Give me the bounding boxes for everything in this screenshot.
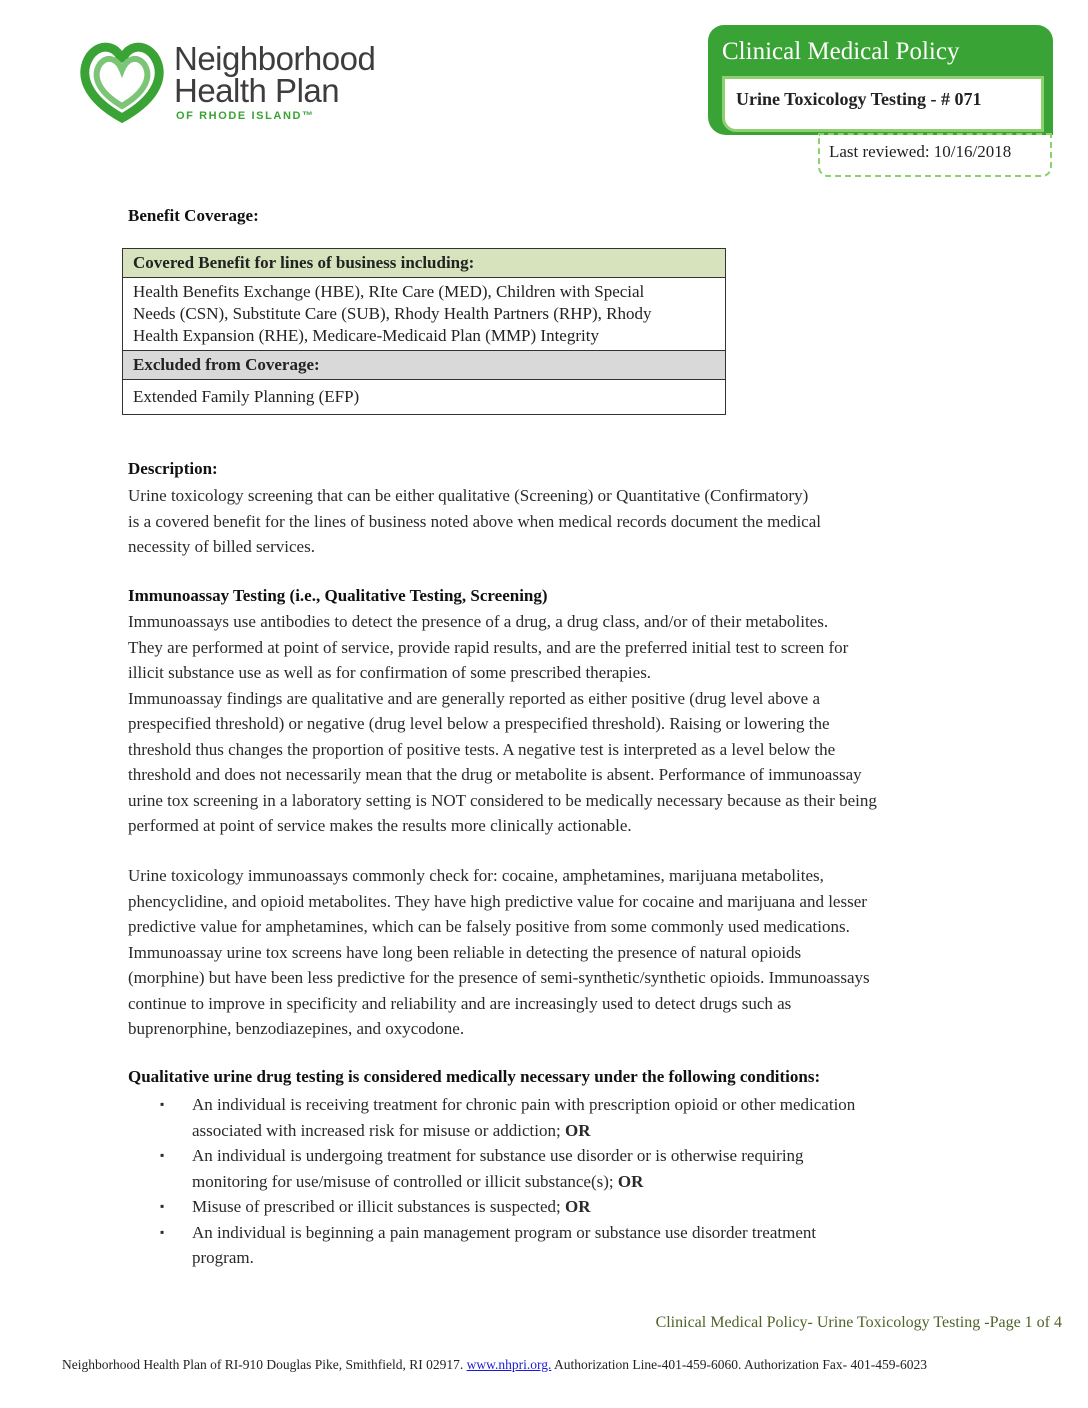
covered-line: Health Benefits Exchange (HBE), RIte Care (MED), Children with Special bbox=[133, 282, 645, 301]
conditions-heading: Qualitative urine drug testing is considered medically necessary under the following conditions: bbox=[128, 1067, 821, 1086]
coverage-table bbox=[122, 248, 726, 415]
condition-item bbox=[128, 1220, 968, 1271]
urine-line: continue to improve in specificity and reliability and are increasingly used to detect drugs such as bbox=[128, 993, 792, 1013]
covered-label: Covered Benefit for lines of business including: bbox=[123, 249, 726, 278]
address-footer bbox=[62, 1357, 927, 1373]
square-bullet-icon: ▪ bbox=[160, 1199, 165, 1213]
policy-name: Urine Toxicology Testing - # 071 bbox=[736, 89, 982, 109]
urine-line: phencyclidine, and opioid metabolites. They have high predictive value for cocaine and marijuana and lesser bbox=[128, 891, 867, 911]
logo-mark-icon bbox=[76, 36, 168, 124]
square-bullet-icon: ▪ bbox=[160, 1224, 165, 1239]
immunoassay-line: performed at point of service makes the results more clinically actionable. bbox=[128, 816, 632, 835]
urine-line: Immunoassay urine tox screens have long been reliable in detecting the presence of natural opioids bbox=[128, 942, 802, 962]
urine-line: Urine toxicology immunoassays commonly check for: cocaine, amphetamines, marijuana metabolites, bbox=[128, 866, 824, 885]
condition-line: associated with increased risk for misuse or addiction; bbox=[192, 1120, 561, 1140]
immunoassay-line: illicit substance use as well as for confirmation of some prescribed therapies. bbox=[128, 663, 652, 682]
immunoassay-heading: Immunoassay Testing (i.e., Qualitative Testing, Screening) bbox=[128, 586, 548, 605]
logo-line-3: OF RHODE ISLAND™ bbox=[176, 110, 315, 122]
conditions-list bbox=[128, 1092, 968, 1271]
excluded-label: Excluded from Coverage: bbox=[123, 351, 726, 380]
condition-suffix: OR bbox=[564, 1120, 591, 1140]
description-text bbox=[128, 483, 968, 560]
last-reviewed: Last reviewed: 10/16/2018 bbox=[829, 142, 1012, 161]
condition-line: program. bbox=[192, 1248, 254, 1267]
immunoassay-text bbox=[128, 609, 968, 839]
condition-line: An individual is beginning a pain management program or substance use disorder treatment bbox=[192, 1222, 817, 1242]
condition-suffix: OR bbox=[564, 1197, 591, 1216]
immunoassay-line: They are performed at point of service, provide rapid results, and are the preferred initial test to screen for bbox=[128, 637, 849, 657]
square-bullet-icon: ▪ bbox=[160, 1097, 165, 1111]
excluded-value: Extended Family Planning (EFP) bbox=[123, 380, 726, 415]
urine-line: buprenorphine, benzodiazepines, and oxycodone. bbox=[128, 1019, 465, 1038]
urine-line: (morphine) but have been less predictive for the presence of semi-synthetic/synthetic opioids. Immunoassays bbox=[128, 968, 870, 987]
page-footer: Clinical Medical Policy- Urine Toxicology Testing -Page 1 of 4 bbox=[655, 1314, 1062, 1331]
condition-line: An individual is receiving treatment for chronic pain with prescription opioid or other medication bbox=[192, 1095, 856, 1114]
immunoassay-line: prespecified threshold) or negative (drug level below a prespecified threshold). Raising or lowering the bbox=[128, 714, 830, 733]
logo-line-1: Neighborhood bbox=[174, 40, 376, 77]
address-post: Authorization Line-401-459-6060. Authorization Fax- 401-459-6023 bbox=[551, 1357, 928, 1372]
website-link[interactable]: www.nhpri.org. bbox=[466, 1357, 552, 1372]
logo bbox=[76, 36, 396, 126]
immunoassay-line: threshold and does not necessarily mean that the drug or metabolite is absent. Performance of immunoassay bbox=[128, 765, 862, 784]
covered-line: Health Expansion (RHE), Medicare-Medicaid Plan (MMP) Integrity bbox=[133, 326, 599, 345]
urine-line: predictive value for amphetamines, which can be falsely positive from some commonly used medications. bbox=[128, 917, 850, 936]
condition-line: Misuse of prescribed or illicit substances is suspected; bbox=[192, 1197, 561, 1216]
header-title: Clinical Medical Policy bbox=[722, 38, 960, 65]
immunoassay-line: Immunoassays use antibodies to detect the presence of a drug, a drug class, and/or of their metabolites. bbox=[128, 612, 829, 631]
square-bullet-icon: ▪ bbox=[160, 1148, 165, 1162]
immunoassay-line: threshold thus changes the proportion of positive tests. A negative test is interpreted as a level below the bbox=[128, 739, 836, 759]
condition-line: monitoring for use/misuse of controlled or illicit substance(s); bbox=[192, 1171, 614, 1191]
benefit-coverage-heading: Benefit Coverage: bbox=[128, 206, 259, 225]
condition-suffix: OR bbox=[617, 1171, 644, 1191]
condition-item bbox=[128, 1194, 968, 1220]
condition-item bbox=[128, 1092, 968, 1143]
description-line: is a covered benefit for the lines of business noted above when medical records document the medical bbox=[128, 511, 821, 531]
condition-item bbox=[128, 1143, 968, 1194]
logo-line-2: Health Plan bbox=[174, 72, 340, 109]
description-line: necessity of billed services. bbox=[128, 537, 315, 556]
covered-lines-cell bbox=[123, 278, 726, 351]
condition-line: An individual is undergoing treatment for substance use disorder or is otherwise requiring bbox=[192, 1146, 804, 1165]
description-line: Urine toxicology screening that can be either qualitative (Screening) or Quantitative (Confirmatory) bbox=[128, 486, 809, 505]
address-pre: Neighborhood Health Plan of RI-910 Douglas Pike, Smithfield, RI 02917. bbox=[62, 1357, 467, 1372]
urine-immunoassay-text bbox=[128, 863, 968, 1042]
immunoassay-line: Immunoassay findings are qualitative and are generally reported as either positive (drug level above a bbox=[128, 688, 821, 708]
immunoassay-line: urine tox screening in a laboratory setting is NOT considered to be medically necessary because as their being bbox=[128, 790, 877, 810]
description-heading: Description: bbox=[128, 459, 218, 478]
covered-line: Needs (CSN), Substitute Care (SUB), Rhody Health Partners (RHP), Rhody bbox=[133, 304, 652, 323]
